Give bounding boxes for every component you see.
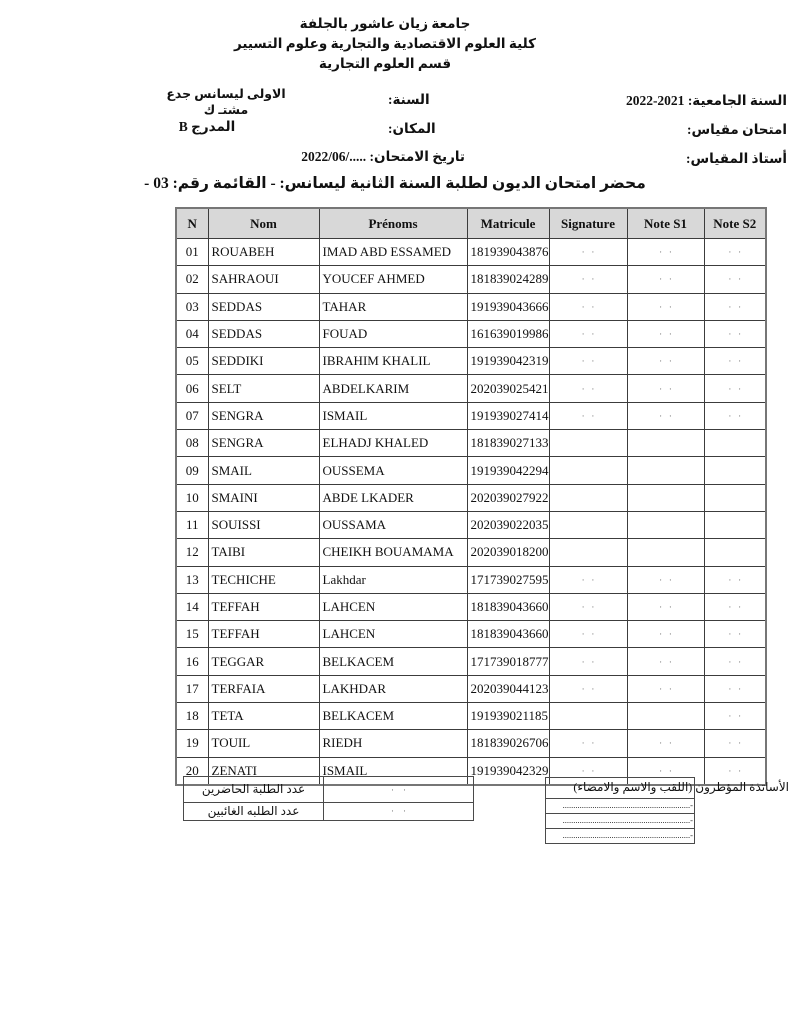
row-number-cell: 05	[176, 348, 208, 375]
note-s2-cell: · ·	[704, 320, 766, 347]
table-row	[176, 539, 766, 566]
table-row	[176, 320, 766, 347]
prenoms-cell: RIEDH	[319, 730, 467, 757]
row-number-cell: 06	[176, 375, 208, 402]
present-count-value: · ·	[324, 777, 474, 803]
prenoms-cell: LAHCEN	[319, 621, 467, 648]
table-row	[176, 266, 766, 293]
prenoms-cell: OUSSEMA	[319, 457, 467, 484]
table-row	[176, 375, 766, 402]
signature-cell: · ·	[549, 757, 627, 785]
row-number-cell: 03	[176, 293, 208, 320]
row-number-cell: 07	[176, 402, 208, 429]
note-s1-cell: · ·	[627, 730, 704, 757]
table-row	[176, 402, 766, 429]
signature-cell	[549, 484, 627, 511]
academic-year-value: 2022-2021	[625, 93, 685, 108]
signature-cell: · ·	[549, 566, 627, 593]
table-row	[176, 239, 766, 266]
table-row	[176, 593, 766, 620]
prenoms-cell: ELHADJ KHALED	[319, 430, 467, 457]
row-number-cell: 18	[176, 703, 208, 730]
table-row	[176, 457, 766, 484]
matricule-cell: 181839027133	[467, 430, 549, 457]
nom-cell: SEDDAS	[208, 320, 319, 347]
module-professor-label: أستاذ المقياس:	[686, 151, 787, 166]
note-s2-cell: · ·	[704, 348, 766, 375]
signature-cell: · ·	[549, 239, 627, 266]
nom-cell: SMAIL	[208, 457, 319, 484]
note-s1-cell: · ·	[627, 293, 704, 320]
exam-date-label: تاريخ الامتحان:	[369, 149, 465, 164]
note-s1-cell: · ·	[627, 402, 704, 429]
matricule-cell: 202039022035	[467, 511, 549, 538]
present-count-row	[184, 777, 474, 803]
row-number-cell: 04	[176, 320, 208, 347]
prenoms-cell: ABDELKARIM	[319, 375, 467, 402]
signature-cell	[549, 457, 627, 484]
column-header-note-s1: Note S1	[627, 208, 704, 239]
roster-body	[176, 239, 766, 785]
nom-cell: SEDDAS	[208, 293, 319, 320]
note-s2-cell: · ·	[704, 375, 766, 402]
note-s2-cell: · ·	[704, 730, 766, 757]
note-s1-cell: · ·	[627, 621, 704, 648]
note-s2-cell: · ·	[704, 593, 766, 620]
signature-cell	[549, 539, 627, 566]
note-s1-cell: · ·	[627, 375, 704, 402]
signature-cell: · ·	[549, 402, 627, 429]
note-s1-cell: · ·	[627, 757, 704, 785]
nom-cell: TAIBI	[208, 539, 319, 566]
prenoms-cell: BELKACEM	[319, 703, 467, 730]
note-s2-cell: · ·	[704, 566, 766, 593]
prenoms-cell: LAKHDAR	[319, 675, 467, 702]
matricule-cell: 161639019986	[467, 320, 549, 347]
note-s2-cell: · ·	[704, 703, 766, 730]
institution-header	[105, 14, 665, 74]
note-s1-cell	[627, 484, 704, 511]
prenoms-cell: ISMAIL	[319, 402, 467, 429]
note-s1-cell: · ·	[627, 593, 704, 620]
column-header-matricule: Matricule	[467, 208, 549, 239]
note-s1-cell	[627, 703, 704, 730]
column-header-n: N	[176, 208, 208, 239]
prenoms-cell: ABDE LKADER	[319, 484, 467, 511]
signature-cell: · ·	[549, 348, 627, 375]
note-s2-cell: · ·	[704, 621, 766, 648]
row-number-cell: 16	[176, 648, 208, 675]
matricule-cell: 191939043666	[467, 293, 549, 320]
matricule-cell: 181939043876	[467, 239, 549, 266]
student-counts-table	[183, 776, 474, 821]
note-s2-cell	[704, 430, 766, 457]
nom-cell: TETA	[208, 703, 319, 730]
prenoms-cell: CHEIKH BOUAMAMA	[319, 539, 467, 566]
signature-cell: · ·	[549, 293, 627, 320]
column-header-signature: Signature	[549, 208, 627, 239]
row-number-cell: 17	[176, 675, 208, 702]
prenoms-cell: Lakhdar	[319, 566, 467, 593]
row-number-cell: 08	[176, 430, 208, 457]
note-s2-cell: · ·	[704, 648, 766, 675]
note-s2-cell: · ·	[704, 293, 766, 320]
matricule-cell: 191939042319	[467, 348, 549, 375]
note-s2-cell: · ·	[704, 239, 766, 266]
prenoms-cell: IBRAHIM KHALIL	[319, 348, 467, 375]
note-s1-cell: · ·	[627, 348, 704, 375]
academic-year-line	[626, 86, 787, 115]
table-row	[176, 621, 766, 648]
signature-cell: · ·	[549, 320, 627, 347]
prenoms-cell: TAHAR	[319, 293, 467, 320]
signature-cell: · ·	[549, 593, 627, 620]
row-number-cell: 19	[176, 730, 208, 757]
note-s2-cell	[704, 457, 766, 484]
note-s2-cell	[704, 484, 766, 511]
year-value-line2: مشتـ ك	[203, 103, 249, 117]
matricule-cell: 202039018200	[467, 539, 549, 566]
nom-cell: TECHICHE	[208, 566, 319, 593]
table-row	[176, 675, 766, 702]
document-title: محضر امتحان الديون لطلبة السنة الثانية ليسانس: - القائمة رقم: 03 -	[144, 175, 646, 192]
exam-module-label: امتحان مقياس:	[687, 122, 787, 137]
prenoms-cell: YOUCEF AHMED	[319, 266, 467, 293]
note-s1-cell	[627, 430, 704, 457]
department-name: قسم العلوم التجارية	[318, 56, 452, 71]
signature-cell: · ·	[549, 266, 627, 293]
faculty-name: كلية العلوم الاقتصادية والتجارية وعلوم التسيير	[234, 36, 536, 51]
nom-cell: TERFAIA	[208, 675, 319, 702]
nom-cell: ROUABEH	[208, 239, 319, 266]
university-name: جامعة زيان عاشور بالجلفة	[299, 16, 471, 31]
note-s1-cell: · ·	[627, 566, 704, 593]
note-s2-cell	[704, 539, 766, 566]
prenoms-cell: IMAD ABD ESSAMED	[319, 239, 467, 266]
matricule-cell: 181839026706	[467, 730, 549, 757]
supervisor-line: -............................................................	[562, 830, 693, 840]
row-number-cell: 09	[176, 457, 208, 484]
nom-cell: SELT	[208, 375, 319, 402]
note-s2-cell: · ·	[704, 675, 766, 702]
note-s2-cell	[704, 511, 766, 538]
present-count-label: عدد الطلبة الحاضرين	[184, 777, 324, 803]
row-number-cell: 10	[176, 484, 208, 511]
matricule-cell: 191939042294	[467, 457, 549, 484]
table-row	[176, 648, 766, 675]
matricule-cell: 181839024289	[467, 266, 549, 293]
place-value: المدرج B	[178, 119, 236, 134]
row-number-cell: 11	[176, 511, 208, 538]
column-header-prenoms: Prénoms	[319, 208, 467, 239]
signature-cell: · ·	[549, 648, 627, 675]
prenoms-cell: ISMAIL	[319, 757, 467, 785]
supervisor-line: -............................................................	[546, 814, 694, 829]
academic-year-label: السنة الجامعية:	[687, 93, 787, 108]
nom-cell: TOUIL	[208, 730, 319, 757]
column-header-nom: Nom	[208, 208, 319, 239]
signature-cell	[549, 430, 627, 457]
signature-cell: · ·	[549, 621, 627, 648]
note-s2-cell: · ·	[704, 757, 766, 785]
table-row	[176, 730, 766, 757]
matricule-cell: 191939027414	[467, 402, 549, 429]
row-number-cell: 12	[176, 539, 208, 566]
table-row	[176, 348, 766, 375]
signature-cell: · ·	[549, 675, 627, 702]
prenoms-cell: FOUAD	[319, 320, 467, 347]
row-number-cell: 13	[176, 566, 208, 593]
table-row	[176, 430, 766, 457]
matricule-cell: 202039044123	[467, 675, 549, 702]
note-s1-cell: · ·	[627, 648, 704, 675]
prenoms-cell: BELKACEM	[319, 648, 467, 675]
nom-cell: SENGRA	[208, 430, 319, 457]
place-label: المكان:	[388, 121, 436, 136]
nom-cell: SAHRAOUI	[208, 266, 319, 293]
prenoms-cell: LAHCEN	[319, 593, 467, 620]
row-number-cell: 15	[176, 621, 208, 648]
note-s1-cell	[627, 511, 704, 538]
nom-cell: SENGRA	[208, 402, 319, 429]
row-number-cell: 20	[176, 757, 208, 785]
note-s1-cell	[627, 457, 704, 484]
nom-cell: SEDDIKI	[208, 348, 319, 375]
absent-count-row	[184, 803, 474, 821]
table-row	[176, 703, 766, 730]
absent-count-label: عدد الطلبه الغائبين	[184, 803, 324, 821]
column-header-note-s2: Note S2	[704, 208, 766, 239]
meta-right-column	[626, 86, 787, 173]
year-value	[142, 86, 310, 118]
nom-cell: TEFFAH	[208, 621, 319, 648]
matricule-cell: 181839043660	[467, 593, 549, 620]
note-s1-cell: · ·	[627, 675, 704, 702]
matricule-cell: 191939042329	[467, 757, 549, 785]
signature-cell: · ·	[549, 375, 627, 402]
matricule-cell: 191939021185	[467, 703, 549, 730]
matricule-cell: 181839043660	[467, 621, 549, 648]
table-row	[176, 511, 766, 538]
row-number-cell: 02	[176, 266, 208, 293]
supervisor-line: -............................................................	[546, 799, 694, 814]
matricule-cell: 202039025421	[467, 375, 549, 402]
nom-cell: SMAINI	[208, 484, 319, 511]
roster-table	[175, 207, 767, 786]
note-s1-cell	[627, 539, 704, 566]
nom-cell: SOUISSI	[208, 511, 319, 538]
nom-cell: ZENATI	[208, 757, 319, 785]
note-s1-cell: · ·	[627, 266, 704, 293]
prenoms-cell: OUSSAMA	[319, 511, 467, 538]
matricule-cell: 171739018777	[467, 648, 549, 675]
roster-header-row	[176, 208, 766, 239]
table-row	[176, 566, 766, 593]
nom-cell: TEGGAR	[208, 648, 319, 675]
note-s2-cell: · ·	[704, 402, 766, 429]
signature-cell	[549, 511, 627, 538]
signature-cell	[549, 703, 627, 730]
matricule-cell: 202039027922	[467, 484, 549, 511]
signature-cell: · ·	[549, 730, 627, 757]
exam-date-value: 2022/06/.....	[301, 149, 367, 164]
note-s1-cell: · ·	[627, 320, 704, 347]
row-number-cell: 14	[176, 593, 208, 620]
year-value-line1: الاولى ليسانس جدع	[166, 87, 286, 101]
row-number-cell: 01	[176, 239, 208, 266]
matricule-cell: 171739027595	[467, 566, 549, 593]
supervisors-header: الأساتذة المؤطرون (اللقب والاسم والامضاء)	[573, 780, 789, 794]
absent-count-value: · ·	[324, 803, 474, 821]
table-row	[176, 293, 766, 320]
nom-cell: TEFFAH	[208, 593, 319, 620]
note-s2-cell: · ·	[704, 266, 766, 293]
table-row	[176, 484, 766, 511]
note-s1-cell: · ·	[627, 239, 704, 266]
year-label: السنة:	[388, 92, 430, 107]
exam-date-line	[205, 149, 465, 165]
